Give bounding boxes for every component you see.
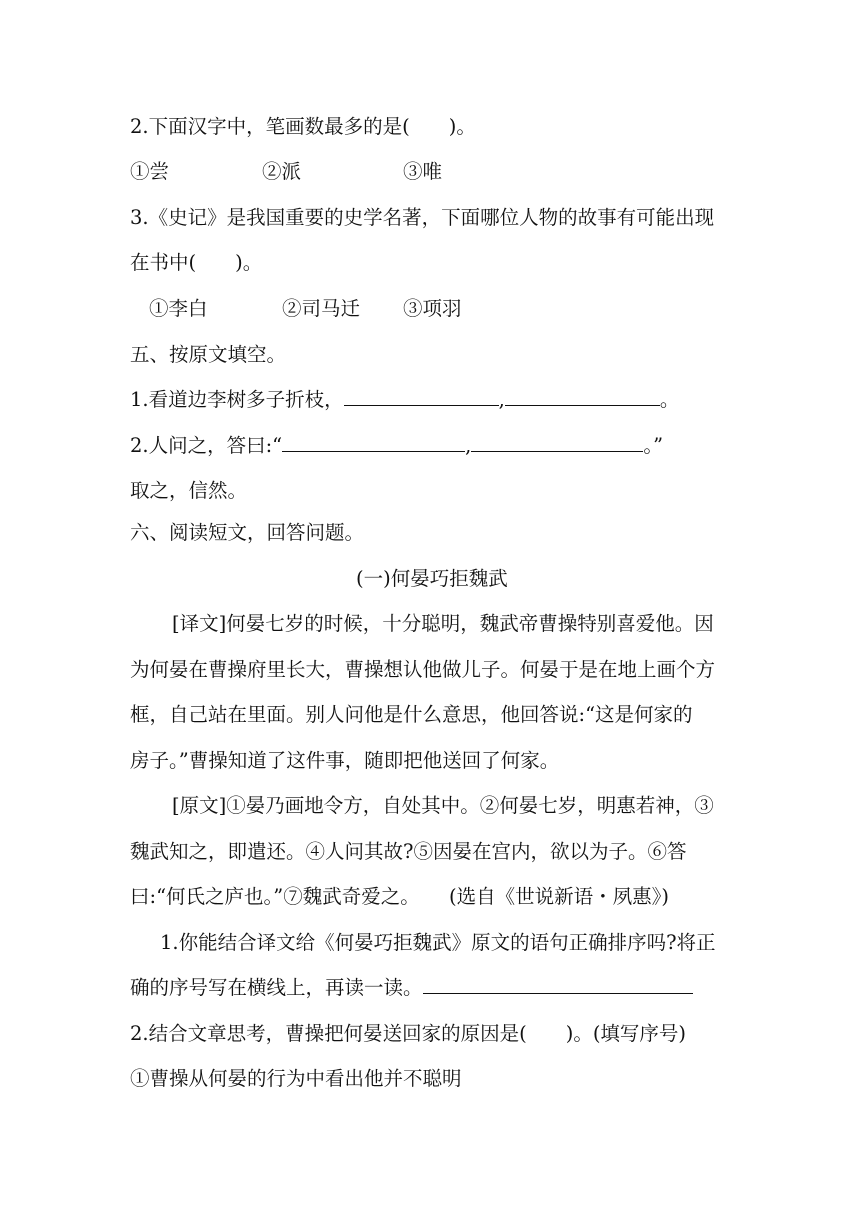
question-3-option-3: ③项羽 <box>403 297 462 320</box>
question-3-stem-line-1: 3.《史记》是我国重要的史学名著，下面哪位人物的故事有可能出现 <box>130 206 715 229</box>
reading-question-1-text: 确的序号写在横线上，再读一读。 <box>130 976 423 999</box>
reading-question-2-option-1: ①曹操从何晏的行为中看出他并不聪明 <box>130 1067 462 1090</box>
fill-item-2 <box>130 432 663 460</box>
question-2-option-3: ③唯 <box>403 160 443 183</box>
translation-line-1: [译文]何晏七岁的时候，十分聪明，魏武帝曹操特别喜爱他。因 <box>172 612 714 635</box>
question-2-option-1: ①尝 <box>130 160 170 183</box>
fill-item-1-comma: , <box>498 388 505 411</box>
translation-line-2: 为何晏在曹操府里长大，曹操想认他做儿子。何晏于是在地上画个方 <box>130 658 716 681</box>
fill-item-1-blank-1[interactable] <box>344 387 499 406</box>
question-3-option-2: ②司马迁 <box>282 297 361 320</box>
question-3-option-1: ①李白 <box>149 297 208 320</box>
question-2-option-2: ②派 <box>262 160 302 183</box>
fill-item-2-prefix: 2.人问之，答曰:“ <box>130 434 283 457</box>
original-line-2: 魏武知之，即遣还。④人问其故?⑤因晏在宫内，欲以为子。⑥答 <box>130 840 687 863</box>
fill-item-1 <box>130 386 679 414</box>
question-3-stem-line-2: 在书中( )。 <box>130 251 263 274</box>
translation-line-4: 房子。”曹操知道了这件事，随即把他送回了何家。 <box>130 749 560 772</box>
fill-item-1-blank-2[interactable] <box>505 387 660 406</box>
reading-question-2-stem: 2.结合文章思考，曹操把何晏送回家的原因是( )。(填写序号) <box>130 1022 687 1045</box>
question-2-stem: 2.下面汉字中，笔画数最多的是( )。 <box>130 115 476 138</box>
fill-item-2-line-2: 取之，信然。 <box>130 479 248 502</box>
fill-item-2-end: 。” <box>643 434 664 457</box>
section-6-title: 六、阅读短文，回答问题。 <box>130 521 365 544</box>
fill-item-2-comma: , <box>465 434 472 457</box>
fill-item-1-end: 。 <box>659 388 680 411</box>
reading-question-1-line-1: 1.你能结合译文给《何晏巧拒魏武》原文的语句正确排序吗?将正 <box>160 931 716 954</box>
passage-title: (一)何晏巧拒魏武 <box>356 567 508 590</box>
reading-question-1-line-2 <box>130 974 693 1002</box>
translation-line-3: 框，自己站在里面。别人问他是什么意思，他回答说:“这是何家的 <box>130 703 693 726</box>
original-line-1: [原文]①晏乃画地令方，自处其中。②何晏七岁，明惠若神，③ <box>172 794 714 817</box>
fill-item-2-blank-2[interactable] <box>471 433 643 452</box>
section-5-title: 五、按原文填空。 <box>130 343 287 366</box>
reading-question-1-answer-blank[interactable] <box>423 975 693 994</box>
fill-item-2-blank-1[interactable] <box>282 433 465 452</box>
fill-item-1-prefix: 1.看道边李树多子折枝， <box>130 388 344 411</box>
original-line-3: 曰:“何氏之庐也。”⑦魏武奇爱之。 (选自《世说新语・夙惠》) <box>130 885 669 908</box>
